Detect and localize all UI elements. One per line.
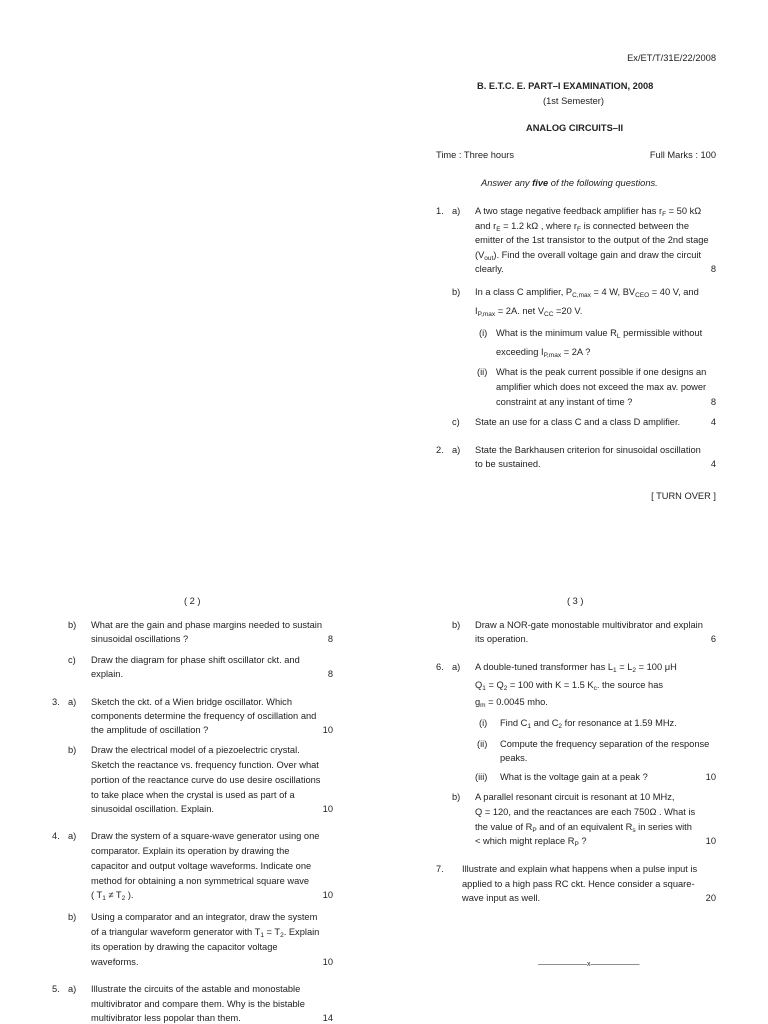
q4-a-line4: method for obtaining a non symmetrical square wave: [91, 876, 310, 886]
q6-b-line1: A parallel resonant circuit is resonant at 10 MHz,: [475, 792, 675, 802]
q7-line1: Illustrate and explain what happens when a pulse input is: [462, 864, 698, 874]
q1-c-label: c): [452, 417, 460, 427]
q4-b-line4: waveforms.: [91, 957, 139, 967]
page2-number: ( 2 ): [184, 596, 201, 606]
q6-a-label: a): [452, 662, 461, 672]
page3-number: ( 3 ): [567, 596, 584, 606]
q6-a-iii-line1: What is the voltage gain at a peak ?: [500, 772, 648, 782]
q1-b-line2: $I_{P,max} = 2A$. net $V_{CC} =20$ V.: [475, 306, 583, 318]
q1-a-text: A two stage negative feedback amplifier has $r_F = 50$ kΩ and $r_E = 1.2$ kΩ , where $r_F$ is connected between the emitter of the 1st transistor to the output of the 2nd stage $(V_{out})$. Find the overall voltage gain and draw the circuit clearly.: [475, 206, 709, 274]
q4-a-line2: comparator. Explain its operation by drawing the: [91, 846, 290, 856]
q3-a-line1: Sketch the ckt. of a Wien bridge oscillator. Which: [91, 697, 293, 707]
q2-b-label: b): [68, 620, 77, 630]
q4-a-line1: Draw the system of a square-wave generator using one: [91, 831, 320, 841]
q3-b-marks: 10: [322, 804, 333, 814]
q4-a-marks: 10: [322, 890, 333, 900]
q2-a-marks: 4: [710, 459, 716, 469]
q1-a-marks: 8: [710, 264, 716, 274]
q5-a-marks: 14: [322, 1013, 333, 1023]
q6-a-ii-line2: peaks.: [500, 753, 528, 763]
q5-b-marks: 6: [710, 634, 716, 644]
q6-a-iii-label: (iii): [475, 772, 488, 782]
q2-b-line2: sinusoidal oscillations ?: [91, 634, 189, 644]
q6-a-marks: 10: [705, 772, 716, 782]
q1-b-ii-line3: constraint at any instant of time ?: [496, 397, 633, 407]
q3-a-line2: components determine the frequency of oscillation and: [91, 711, 317, 721]
q5-number: 5.: [52, 984, 60, 994]
subject-title: ANALOG CIRCUITS–II: [526, 123, 624, 133]
q3-number: 3.: [52, 697, 60, 707]
q1-b-i-label: (i): [479, 328, 488, 338]
q2-b-line1: What are the gain and phase margins needed to sustain: [91, 620, 323, 630]
q1-b-i-line1: What is the minimum value $R_L$ permissible without: [496, 328, 703, 340]
q6-b-line2: Q = 120, and the reactances are each 750Ω . What is: [475, 807, 696, 817]
full-marks: Full Marks : 100: [649, 150, 716, 160]
q3-b-line3: portion of the reactance curve do use desire oscillations: [91, 775, 321, 785]
semester: (1st Semester): [543, 96, 604, 106]
q5-a-line2: multivibrator and compare them. Why is the bistable: [91, 999, 305, 1009]
q2-c-label: c): [68, 655, 76, 665]
q6-a-ii-line1: Compute the frequency separation of the response: [500, 739, 710, 749]
exam-code: Ex/ET/T/31E/22/2008: [627, 53, 716, 63]
end-mark: ———————x———————: [538, 961, 640, 968]
q6-a-ii-label: (ii): [477, 739, 488, 749]
q3-a-label: a): [68, 697, 77, 707]
q6-b-label: b): [452, 792, 461, 802]
q4-b-line1: Using a comparator and an integrator, draw the system: [91, 912, 318, 922]
q1-b-label: b): [452, 287, 461, 297]
q2-c-marks: 8: [327, 669, 333, 679]
q5-b-line2: its operation.: [475, 634, 529, 644]
q3-b-line2: Sketch the reactance vs. frequency function. Over what: [91, 760, 319, 770]
q3-a-line3: the amplitude of oscillation ?: [91, 725, 209, 735]
q1-a-label: a): [452, 206, 461, 216]
q5-a-line3: multivibrator less popolar than them.: [91, 1013, 241, 1023]
q5-b-label: b): [452, 620, 461, 630]
q1-c-text: State an use for a class C and a class D amplifier.: [475, 417, 681, 427]
q7-line2: applied to a high pass RC ckt. Hence consider a square-: [462, 879, 695, 889]
instructions: Answer any five of the following questions.: [481, 178, 658, 188]
q1-b-marks: 8: [710, 397, 716, 407]
q7-marks: 20: [705, 893, 716, 903]
q1-number: 1.: [436, 206, 444, 216]
q6-a-line3: $g_m = 0.0045$ mho.: [475, 697, 548, 709]
q6-a-line2: $Q_1 = Q_2 = 100$ with K = 1.5 $K_c$. the source has: [475, 680, 664, 692]
q2-number: 2.: [436, 445, 444, 455]
q2-c-line2: explain.: [91, 669, 124, 679]
q4-b-marks: 10: [322, 957, 333, 967]
time-label: Time : Three hours: [436, 150, 515, 160]
q5-b-line1: Draw a NOR-gate monostable multivibrator and explain: [475, 620, 703, 630]
q4-b-label: b): [68, 912, 77, 922]
q5-a-line1: Illustrate the circuits of the astable and monostable: [91, 984, 301, 994]
q1-b-ii-line1: What is the peak current possible if one designs an: [496, 367, 707, 377]
q4-a-line5: ( $T_1 \ne T_2$ ).: [91, 890, 134, 902]
q3-b-line1: Draw the electrical model of a piezoelectric crystal.: [91, 745, 300, 755]
q6-a-i-line1: Find $C_1$ and $C_2$ for resonance at 1.59 MHz.: [500, 718, 677, 730]
q1-b-line1: In a class C amplifier, $P_{C,max} = 4$ W, $BV_{CEO} = 40$ V, and: [475, 287, 699, 299]
q4-a-label: a): [68, 831, 77, 841]
q4-a-line3: capacitor and output voltage waveforms. Indicate one: [91, 861, 312, 871]
q2-b-marks: 8: [327, 634, 333, 644]
q1-b-ii-label: (ii): [477, 367, 488, 377]
turn-over: [ TURN OVER ]: [651, 491, 716, 501]
q6-b-line3: the value of $R_P$ and of an equivalent $R_s$ in series with: [475, 822, 692, 834]
q3-a-marks: 10: [322, 725, 333, 735]
q4-b-line3: its operation by drawing the capacitor voltage: [91, 942, 278, 952]
q6-a-i-label: (i): [479, 718, 488, 728]
q6-a-line1: A double-tuned transformer has $L_1 = L_2 = 100$ μH: [475, 662, 677, 674]
q2-a-label: a): [452, 445, 461, 455]
q4-b-line2: of a triangular waveform generator with $T_1 = T_2$. Explain: [91, 927, 320, 939]
q3-b-label: b): [68, 745, 77, 755]
exam-title: B. E.T.C. E. PART–I EXAMINATION, 2008: [477, 81, 654, 91]
q4-number: 4.: [52, 831, 60, 841]
q1-b-ii-line2: amplifier which does not exceed the max av. power: [496, 382, 707, 392]
q7-line3: wave input as well.: [462, 893, 541, 903]
q1-b-i-line2: exceeding $I_{P,max} = 2A$ ?: [496, 347, 591, 359]
q6-number: 6.: [436, 662, 444, 672]
q2-c-line1: Draw the diagram for phase shift oscillator ckt. and: [91, 655, 300, 665]
q3-b-line5: sinusoidal oscillation. Explain.: [91, 804, 214, 814]
q6-b-line4: < which might replace $R_P$ ?: [475, 836, 587, 848]
q3-b-line4: to take place when the crystal is used as part of a: [91, 790, 295, 800]
q6-b-marks: 10: [705, 836, 716, 846]
q2-a-line2: to be sustained.: [475, 459, 541, 469]
q2-a-line1: State the Barkhausen criterion for sinusoidal oscillation: [475, 445, 701, 455]
q1-c-marks: 4: [710, 417, 716, 427]
q7-number: 7.: [436, 864, 444, 874]
q5-a-label: a): [68, 984, 77, 994]
